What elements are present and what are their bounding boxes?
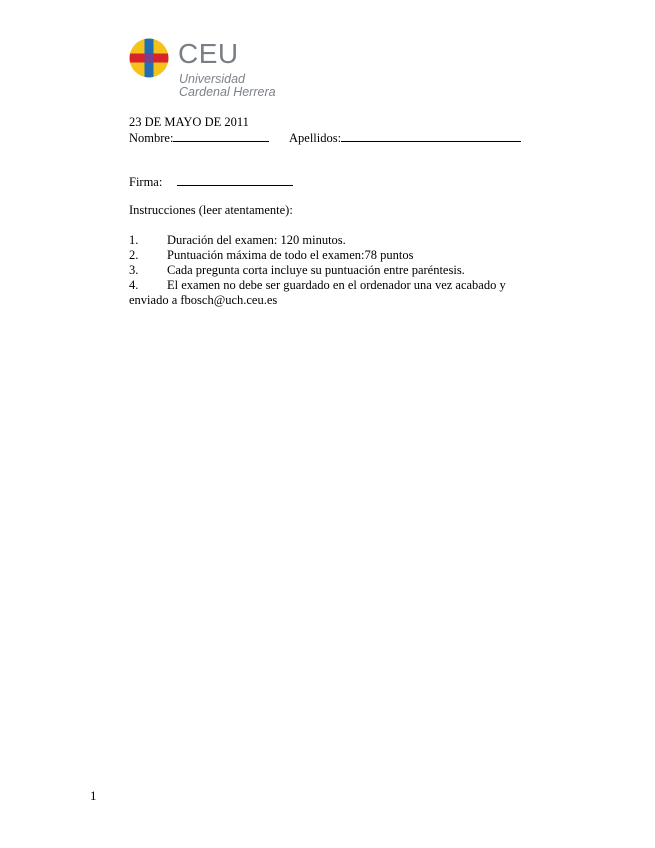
ceu-emblem-icon <box>129 38 169 78</box>
logo-acronym: CEU <box>178 38 239 69</box>
ceu-logo <box>129 38 279 100</box>
logo-name-line: Cardenal Herrera <box>179 85 276 99</box>
name-row <box>129 130 521 146</box>
list-item-text: El examen no debe ser guardado en el ordenador una vez acabado y <box>167 278 506 292</box>
apellidos-label: Apellidos: <box>289 131 342 145</box>
exam-date: 23 DE MAYO DE 2011 <box>129 115 249 129</box>
list-item-number: 4. <box>129 278 139 292</box>
logo-university-line: Universidad <box>179 72 246 86</box>
firma-row <box>129 174 293 190</box>
instructions-title: Instrucciones (leer atentamente): <box>129 203 293 217</box>
list-item-number: 1. <box>129 233 139 247</box>
nombre-blank <box>173 130 269 142</box>
list-item-number: 3. <box>129 263 139 277</box>
firma-blank <box>177 174 293 186</box>
list-item-text: Puntuación máxima de todo el examen:78 puntos <box>167 248 414 262</box>
nombre-label: Nombre: <box>129 131 174 145</box>
firma-label: Firma: <box>129 175 163 189</box>
apellidos-blank <box>341 130 521 142</box>
list-item-continuation: enviado a fbosch@uch.ceu.es <box>129 293 278 307</box>
page-number: 1 <box>90 788 97 803</box>
list-item-text: Cada pregunta corta incluye su puntuación entre paréntesis. <box>167 263 465 277</box>
list-item-text: Duración del examen: 120 minutos. <box>167 233 346 247</box>
list-item-number: 2. <box>129 248 139 262</box>
